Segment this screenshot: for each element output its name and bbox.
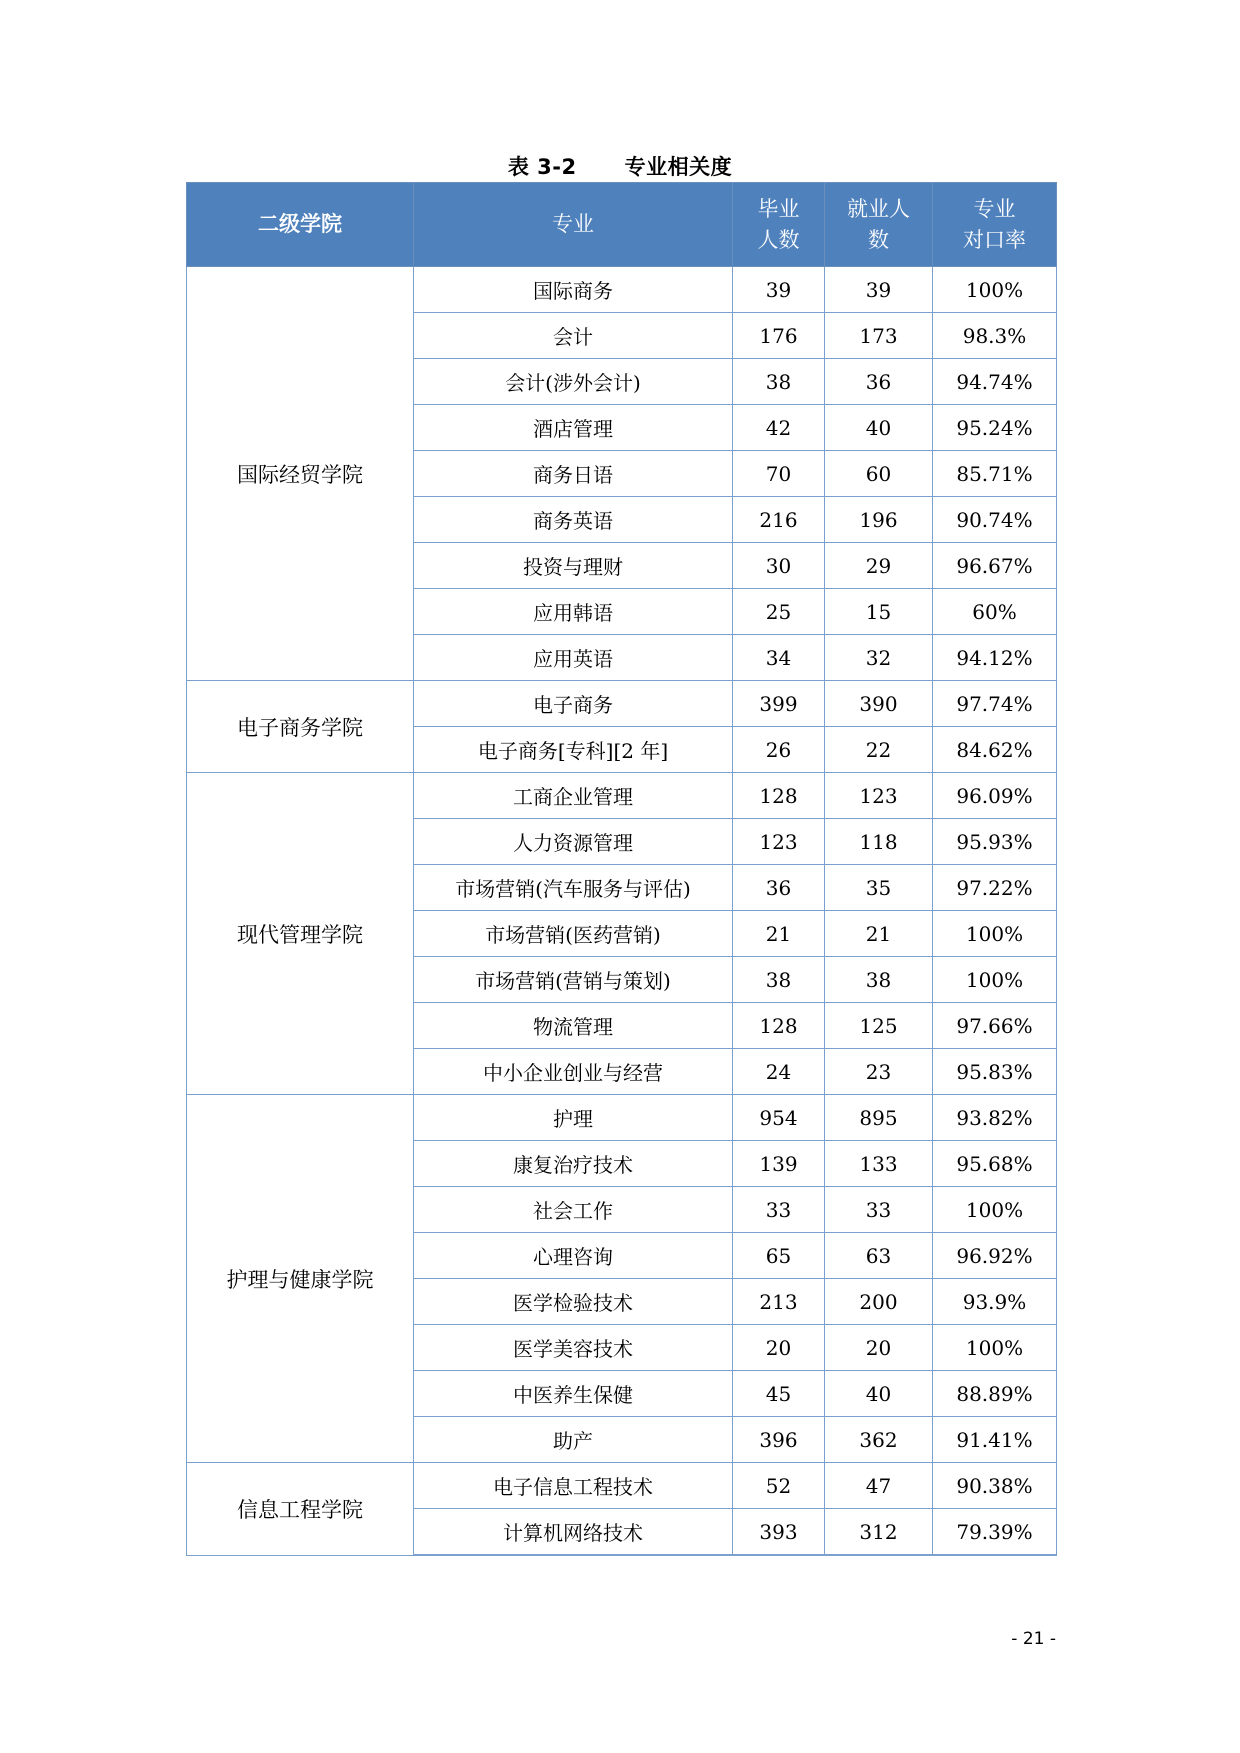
major-cell: 心理咨询 — [414, 1233, 733, 1279]
table-caption — [0, 151, 1240, 181]
employed-cell: 40 — [825, 405, 933, 451]
employed-cell: 173 — [825, 313, 933, 359]
employed-cell: 35 — [825, 865, 933, 911]
match-rate-cell: 85.71% — [933, 451, 1057, 497]
match-rate-cell: 84.62% — [933, 727, 1057, 773]
graduates-cell: 26 — [733, 727, 825, 773]
match-rate-cell: 97.66% — [933, 1003, 1057, 1049]
match-rate-cell: 100% — [933, 911, 1057, 957]
major-cell: 护理 — [414, 1095, 733, 1141]
major-cell: 计算机网络技术 — [414, 1509, 733, 1556]
major-cell: 康复治疗技术 — [414, 1141, 733, 1187]
graduates-cell: 128 — [733, 1003, 825, 1049]
graduates-cell: 216 — [733, 497, 825, 543]
graduates-cell: 34 — [733, 635, 825, 681]
graduates-cell: 30 — [733, 543, 825, 589]
match-rate-cell: 95.24% — [933, 405, 1057, 451]
employed-cell: 196 — [825, 497, 933, 543]
employed-cell: 895 — [825, 1095, 933, 1141]
match-rate-cell: 91.41% — [933, 1417, 1057, 1463]
employed-cell: 63 — [825, 1233, 933, 1279]
match-rate-cell: 94.12% — [933, 635, 1057, 681]
major-relevance-table — [186, 182, 1057, 1556]
match-rate-cell: 79.39% — [933, 1509, 1057, 1556]
college-cell: 电子商务学院 — [187, 681, 414, 773]
graduates-cell: 38 — [733, 359, 825, 405]
match-rate-cell: 100% — [933, 267, 1057, 313]
employed-cell: 133 — [825, 1141, 933, 1187]
employed-cell: 312 — [825, 1509, 933, 1556]
match-rate-cell: 94.74% — [933, 359, 1057, 405]
graduates-cell: 176 — [733, 313, 825, 359]
graduates-cell: 25 — [733, 589, 825, 635]
major-cell: 市场营销(营销与策划) — [414, 957, 733, 1003]
graduates-cell: 52 — [733, 1463, 825, 1509]
major-cell: 医学检验技术 — [414, 1279, 733, 1325]
match-rate-cell: 100% — [933, 1187, 1057, 1233]
employed-cell: 23 — [825, 1049, 933, 1095]
table-body — [187, 267, 1057, 1556]
major-cell: 社会工作 — [414, 1187, 733, 1233]
employed-cell: 118 — [825, 819, 933, 865]
graduates-cell: 39 — [733, 267, 825, 313]
employed-cell: 362 — [825, 1417, 933, 1463]
major-cell: 人力资源管理 — [414, 819, 733, 865]
employed-cell: 15 — [825, 589, 933, 635]
college-cell: 护理与健康学院 — [187, 1095, 414, 1463]
match-rate-cell: 96.92% — [933, 1233, 1057, 1279]
match-rate-cell: 93.82% — [933, 1095, 1057, 1141]
major-cell: 中小企业创业与经营 — [414, 1049, 733, 1095]
employed-cell: 33 — [825, 1187, 933, 1233]
match-rate-cell: 90.38% — [933, 1463, 1057, 1509]
major-cell: 医学美容技术 — [414, 1325, 733, 1371]
graduates-cell: 45 — [733, 1371, 825, 1417]
major-cell: 酒店管理 — [414, 405, 733, 451]
graduates-cell: 123 — [733, 819, 825, 865]
major-cell: 电子商务 — [414, 681, 733, 727]
match-rate-cell: 95.93% — [933, 819, 1057, 865]
major-cell: 投资与理财 — [414, 543, 733, 589]
graduates-cell: 65 — [733, 1233, 825, 1279]
graduates-cell: 24 — [733, 1049, 825, 1095]
employed-cell: 47 — [825, 1463, 933, 1509]
major-cell: 市场营销(医药营销) — [414, 911, 733, 957]
graduates-cell: 21 — [733, 911, 825, 957]
graduates-cell: 393 — [733, 1509, 825, 1556]
match-rate-cell: 95.68% — [933, 1141, 1057, 1187]
header-graduates: 毕业 人数 — [733, 183, 825, 267]
header-employed: 就业人 数 — [825, 183, 933, 267]
major-cell: 工商企业管理 — [414, 773, 733, 819]
table-row — [187, 1095, 1057, 1141]
match-rate-cell: 100% — [933, 957, 1057, 1003]
employed-cell: 29 — [825, 543, 933, 589]
college-cell: 信息工程学院 — [187, 1463, 414, 1556]
employed-cell: 200 — [825, 1279, 933, 1325]
employed-cell: 125 — [825, 1003, 933, 1049]
college-cell: 现代管理学院 — [187, 773, 414, 1095]
major-cell: 会计 — [414, 313, 733, 359]
match-rate-cell: 96.09% — [933, 773, 1057, 819]
employed-cell: 60 — [825, 451, 933, 497]
major-cell: 物流管理 — [414, 1003, 733, 1049]
graduates-cell: 70 — [733, 451, 825, 497]
employed-cell: 40 — [825, 1371, 933, 1417]
graduates-cell: 213 — [733, 1279, 825, 1325]
header-major: 专业 — [414, 183, 733, 267]
match-rate-cell: 97.74% — [933, 681, 1057, 727]
match-rate-cell: 60% — [933, 589, 1057, 635]
table-row — [187, 267, 1057, 313]
graduates-cell: 399 — [733, 681, 825, 727]
header-match-rate: 专业 对口率 — [933, 183, 1057, 267]
match-rate-cell: 90.74% — [933, 497, 1057, 543]
graduates-cell: 36 — [733, 865, 825, 911]
major-cell: 商务英语 — [414, 497, 733, 543]
graduates-cell: 38 — [733, 957, 825, 1003]
graduates-cell: 128 — [733, 773, 825, 819]
graduates-cell: 20 — [733, 1325, 825, 1371]
match-rate-cell: 100% — [933, 1325, 1057, 1371]
major-cell: 市场营销(汽车服务与评估) — [414, 865, 733, 911]
table-row — [187, 773, 1057, 819]
match-rate-cell: 97.22% — [933, 865, 1057, 911]
graduates-cell: 42 — [733, 405, 825, 451]
graduates-cell: 954 — [733, 1095, 825, 1141]
major-cell: 电子信息工程技术 — [414, 1463, 733, 1509]
employed-cell: 38 — [825, 957, 933, 1003]
major-cell: 应用英语 — [414, 635, 733, 681]
major-cell: 商务日语 — [414, 451, 733, 497]
major-cell: 电子商务[专科][2 年] — [414, 727, 733, 773]
employed-cell: 123 — [825, 773, 933, 819]
employed-cell: 22 — [825, 727, 933, 773]
employed-cell: 20 — [825, 1325, 933, 1371]
employed-cell: 390 — [825, 681, 933, 727]
employed-cell: 21 — [825, 911, 933, 957]
match-rate-cell: 95.83% — [933, 1049, 1057, 1095]
table-row — [187, 681, 1057, 727]
graduates-cell: 396 — [733, 1417, 825, 1463]
page-number: - 21 - — [1011, 1629, 1056, 1649]
match-rate-cell: 93.9% — [933, 1279, 1057, 1325]
major-cell: 应用韩语 — [414, 589, 733, 635]
table-header-row — [187, 183, 1057, 267]
employed-cell: 36 — [825, 359, 933, 405]
major-cell: 国际商务 — [414, 267, 733, 313]
table-title: 专业相关度 — [624, 155, 733, 179]
college-cell: 国际经贸学院 — [187, 267, 414, 681]
table-number: 表 3-2 — [507, 155, 577, 179]
graduates-cell: 33 — [733, 1187, 825, 1233]
graduates-cell: 139 — [733, 1141, 825, 1187]
header-college: 二级学院 — [187, 183, 414, 267]
match-rate-cell: 96.67% — [933, 543, 1057, 589]
major-cell: 中医养生保健 — [414, 1371, 733, 1417]
major-cell: 会计(涉外会计) — [414, 359, 733, 405]
table-row — [187, 1463, 1057, 1509]
employed-cell: 32 — [825, 635, 933, 681]
match-rate-cell: 98.3% — [933, 313, 1057, 359]
major-cell: 助产 — [414, 1417, 733, 1463]
employed-cell: 39 — [825, 267, 933, 313]
match-rate-cell: 88.89% — [933, 1371, 1057, 1417]
